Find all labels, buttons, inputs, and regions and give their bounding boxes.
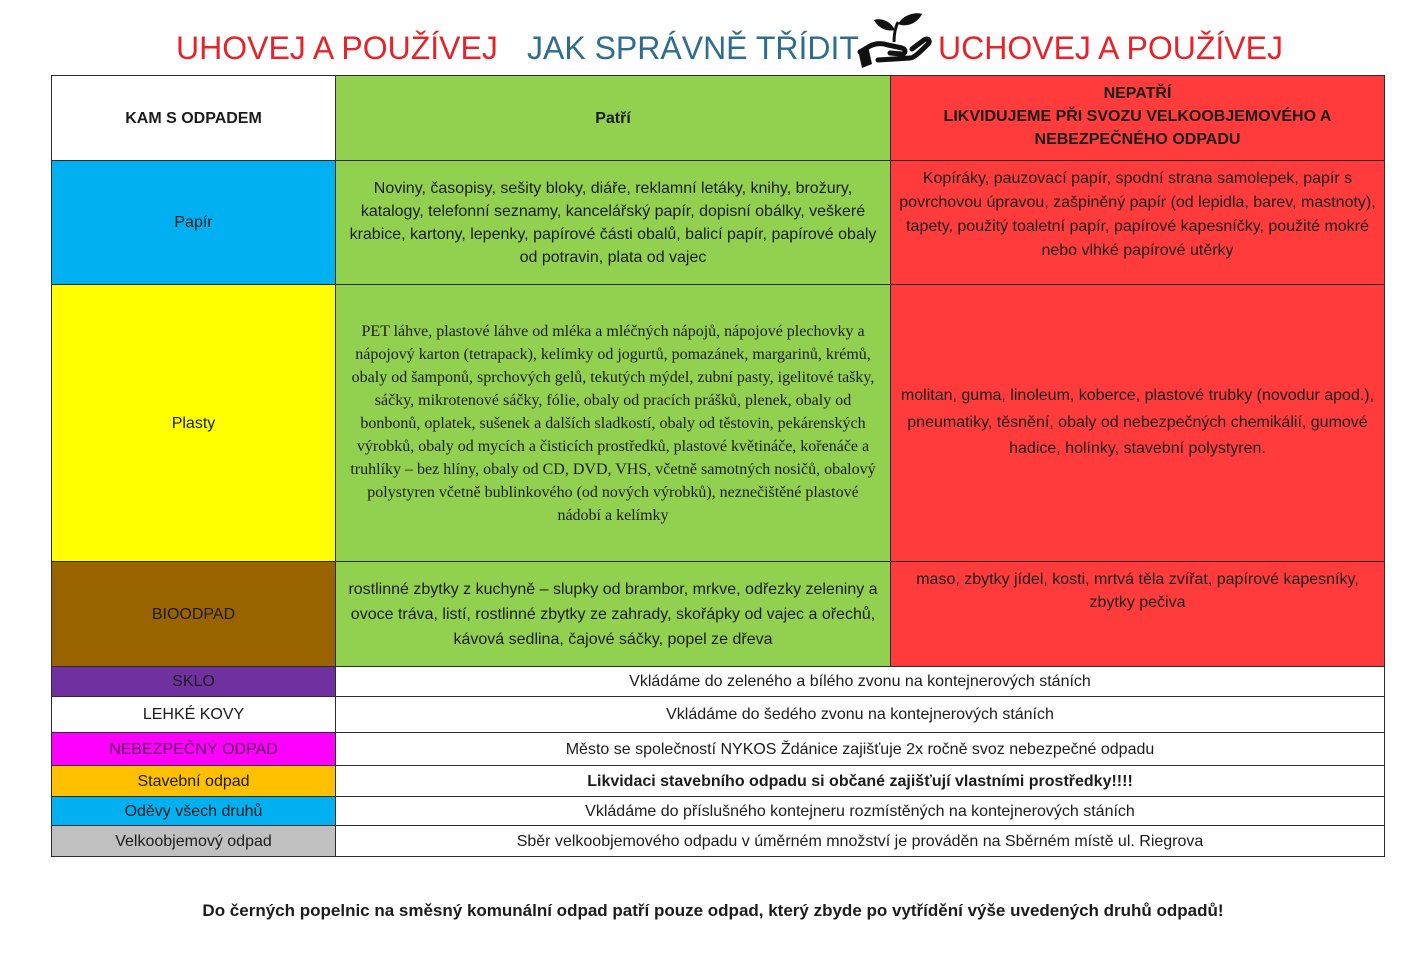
table-row-paper: [52, 161, 1385, 285]
category-clothes: Oděvy všech druhů: [52, 797, 336, 826]
category-bulky: Velkoobjemový odpad: [52, 826, 336, 857]
category-hazardous: NEBEZPEČNÝ ODPAD: [52, 733, 336, 766]
glass-instructions: Vkládáme do zeleného a bílého zvonu na kontejnerových stáních: [336, 667, 1385, 697]
header-not-belongs: [891, 76, 1385, 161]
waste-sorting-table: [51, 75, 1385, 857]
construction-instructions: Likvidaci stavebního odpadu si občané zajišťují vlastními prostředky!!!!: [336, 766, 1385, 797]
bio-belongs: rostlinné zbytky z kuchyně – slupky od brambor, mrkve, odřezky zeleniny a ovoce tráva, listí, rostlinné zbytky ze zahrady, skořápky od vajec a ořechů, kávová sedlina, čajové sáčky, popel ze dřeva: [336, 562, 891, 667]
footer-note: Do černých popelnic na směsný komunální odpad patří pouze odpad, který zbyde po vytřídění výše uvedených druhů odpadů!: [202, 901, 1224, 920]
table-row-hazardous: [52, 733, 1385, 766]
category-bio: BIOODPAD: [52, 562, 336, 667]
header-not-belongs-line: NEPATŘÍ: [1103, 85, 1172, 102]
header-not-belongs-line: LIKVIDUJEME PŘI SVOZU VELKOOBJEMOVÉHO A: [943, 108, 1332, 125]
paper-not-belongs: Kopíráky, pauzovací papír, spodní strana samolepek, papír s povrchovou úpravou, zašpiněný papír (od lepidla, barev, mastnoty), tapety, použitý toaletní papír, papírové kapesníčky, použité mokré nebo vlhké papírové utěrky: [891, 161, 1385, 285]
table-row-construction: [52, 766, 1385, 797]
hand-plant-icon: [856, 12, 932, 70]
bulky-instructions: Sběr velkoobjemového odpadu v úměrném množství je prováděn na Sběrném místě ul. Riegrova: [336, 826, 1385, 857]
light-metals-instructions: Vkládáme do šedého zvonu na kontejnerových stáních: [336, 697, 1385, 733]
table-row-bulky: [52, 826, 1385, 857]
plastics-not-belongs: molitan, guma, linoleum, koberce, plastové trubky (novodur apod.), pneumatiky, těsnění, obaly od nebezpečných chemikálií, gumové hadice, holínky, stavební polystyren.: [891, 285, 1385, 562]
header-belongs: Patří: [336, 76, 891, 161]
category-construction: Stavební odpad: [52, 766, 336, 797]
page-header: [0, 30, 1426, 75]
table-row-bio: [52, 562, 1385, 667]
table-row-plastics: [52, 285, 1385, 562]
header-not-belongs-line: NEBEZPEČNÉHO ODPADU: [1034, 131, 1241, 148]
table-header-row: [52, 76, 1385, 161]
paper-belongs: Noviny, časopisy, sešity bloky, diáře, reklamní letáky, knihy, brožury, katalogy, telefonní seznamy, kancelářský papír, dopisní obálky, veškeré krabice, kartony, lepenky, papírové části obalů, balicí papír, papírové obaly od potravin, plata od vajec: [336, 161, 891, 285]
category-glass: SKLO: [52, 667, 336, 697]
hazardous-instructions: Město se společností NYKOS Ždánice zajišťuje 2x ročně svoz nebezpečné odpadu: [336, 733, 1385, 766]
category-light-metals: LEHKÉ KOVY: [52, 697, 336, 733]
center-title: JAK SPRÁVNĚ TŘÍDIT: [527, 30, 859, 66]
table-row-light-metals: [52, 697, 1385, 733]
bio-not-belongs: maso, zbytky jídel, kosti, mrtvá těla zvířat, papírové kapesníky, zbytky pečiva: [891, 562, 1385, 667]
table-row-glass: [52, 667, 1385, 697]
left-title: UHOVEJ A POUŽÍVEJ: [176, 30, 498, 66]
table-row-clothes: [52, 797, 1385, 826]
header-category: KAM S ODPADEM: [52, 76, 336, 161]
plastics-belongs: PET láhve, plastové láhve od mléka a mléčných nápojů, nápojové plechovky a nápojový karton (tetrapack), kelímky od jogurtů, pomazánek, margarinů, krémů, obaly od šamponů, sprchových gelů, tekutých mýdel, zubní pasty, igelitové tašky, sáčky, mikrotenové sáčky, fólie, obaly od pracích prášků, plenek, obaly od bonbonů, oplatek, sušenek a dalších sladkostí, obaly od těstovin, pekárenských výrobků, obaly od mycích a čisticích prostředků, plastové květináče, kořenáče a truhlíky – bez hlíny, obaly od CD, DVD, VHS, včetně samotných nosičů, obalový polystyren včetně bublinkového (od nových výrobků), neznečištěné plastové nádobí a kelímky: [336, 285, 891, 562]
clothes-instructions: Vkládáme do příslušného kontejneru rozmístěných na kontejnerových stáních: [336, 797, 1385, 826]
right-title: UCHOVEJ A POUŽÍVEJ: [938, 30, 1283, 66]
category-plastics: Plasty: [52, 285, 336, 562]
category-paper: Papír: [52, 161, 336, 285]
